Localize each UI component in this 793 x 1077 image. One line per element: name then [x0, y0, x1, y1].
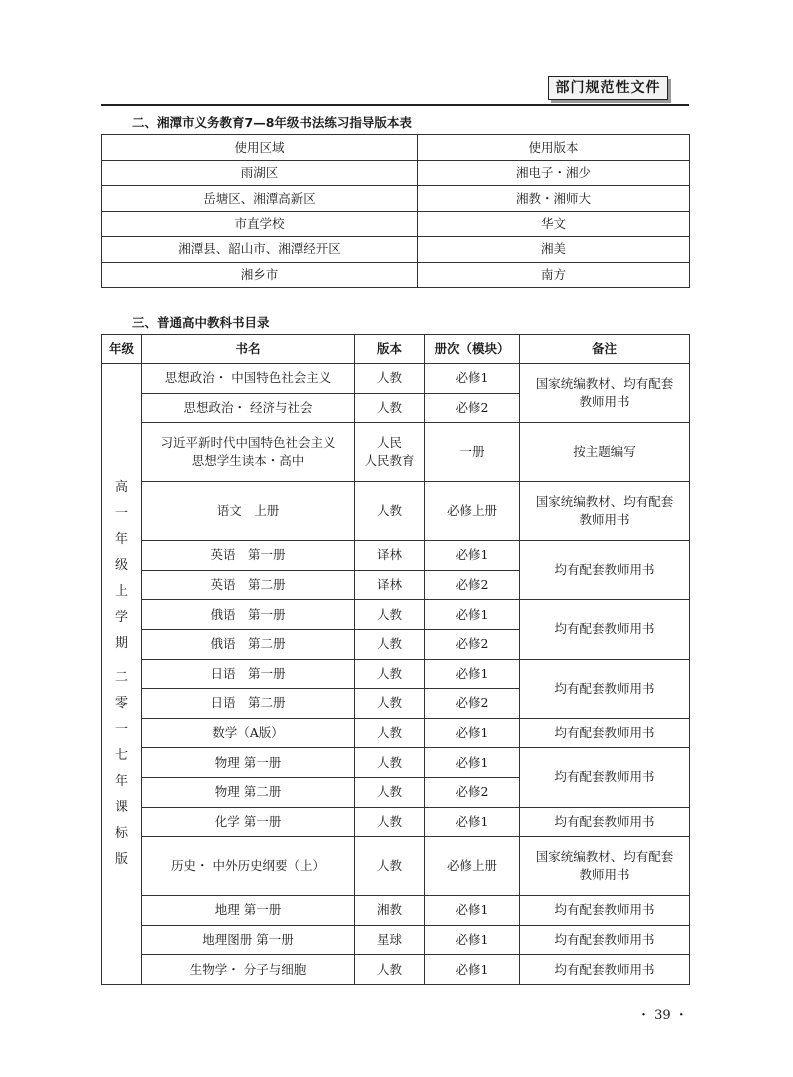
table-row	[102, 896, 690, 926]
table-row	[102, 482, 690, 541]
note-cell: 均有配套教师用书	[520, 659, 690, 718]
book-cell: 日语 第二册	[142, 689, 355, 719]
column-header-edition: 版本	[355, 335, 425, 364]
edition-cell: 人教	[355, 807, 425, 837]
grade-char: 上	[114, 583, 128, 599]
book-cell: 思想政治・ 经济与社会	[142, 393, 355, 423]
table-row	[102, 748, 690, 778]
edition-cell: 湘电子・湘少	[418, 161, 690, 186]
book-cell	[142, 423, 355, 482]
edition-cell: 人教	[355, 364, 425, 394]
note-line: 国家统编教材、均有配套	[535, 376, 674, 392]
table-row	[102, 161, 690, 186]
edition-cell	[355, 423, 425, 482]
book-cell: 化学 第一册	[142, 807, 355, 837]
grade-char: 级	[114, 557, 128, 573]
table-header-row	[102, 135, 690, 161]
grade-char: 年	[114, 773, 128, 789]
book-cell: 英语 第二册	[142, 570, 355, 600]
grade-char: 期	[114, 635, 128, 651]
note-cell	[520, 837, 690, 896]
volume-cell: 必修1	[425, 807, 520, 837]
edition-cell: 译林	[355, 570, 425, 600]
column-header-grade: 年级	[102, 335, 142, 364]
table-row	[102, 211, 690, 236]
column-header-volume: 册次（模块）	[425, 335, 520, 364]
note-cell: 均有配套教师用书	[520, 541, 690, 600]
column-header-edition: 使用版本	[418, 135, 690, 161]
column-header-note: 备注	[520, 335, 690, 364]
note-cell: 均有配套教师用书	[520, 600, 690, 659]
note-line: 国家统编教材、均有配套	[535, 494, 674, 510]
volume-cell: 必修上册	[425, 482, 520, 541]
note-cell	[520, 364, 690, 423]
page-number: ・ 39 ・	[637, 1008, 688, 1023]
book-cell: 俄语 第一册	[142, 600, 355, 630]
book-cell: 俄语 第二册	[142, 629, 355, 659]
note-cell	[520, 482, 690, 541]
section2-title: 二、湘潭市义务教育7—8年级书法练习指导版本表	[132, 115, 412, 130]
region-cell: 湘潭县、韶山市、湘潭经开区	[102, 237, 418, 262]
volume-cell: 必修1	[425, 955, 520, 985]
volume-cell: 一册	[425, 423, 520, 482]
note-cell: 均有配套教师用书	[520, 896, 690, 926]
book-cell: 物理 第二册	[142, 777, 355, 807]
grade-char: 一	[114, 505, 128, 521]
note-cell: 均有配套教师用书	[520, 748, 690, 807]
note-cell: 按主题编写	[520, 423, 690, 482]
note-cell: 均有配套教师用书	[520, 955, 690, 985]
book-cell: 语文 上册	[142, 482, 355, 541]
book-cell: 日语 第一册	[142, 659, 355, 689]
grade-char: 七	[114, 747, 128, 763]
edition-cell: 人教	[355, 689, 425, 719]
table-row	[102, 364, 690, 394]
edition-cell: 人教	[355, 600, 425, 630]
grade-cell	[102, 364, 142, 985]
volume-cell: 必修1	[425, 600, 520, 630]
grade-char: 标	[114, 825, 128, 841]
edition-line: 人民教育	[364, 453, 415, 469]
book-line: 思想学生读本・高中	[191, 453, 305, 469]
edition-cell: 人教	[355, 837, 425, 896]
edition-cell: 华文	[418, 211, 690, 236]
book-line: 习近平新时代中国特色社会主义	[160, 435, 336, 451]
edition-cell: 译林	[355, 541, 425, 571]
grade-char: 高	[114, 479, 128, 495]
edition-cell: 湘教	[355, 896, 425, 926]
high-school-textbook-table	[101, 334, 690, 985]
volume-cell: 必修2	[425, 393, 520, 423]
grade-spacer	[102, 657, 141, 665]
edition-cell: 人教	[355, 393, 425, 423]
note-line: 国家统编教材、均有配套	[535, 849, 674, 865]
volume-cell: 必修1	[425, 659, 520, 689]
table-row	[102, 718, 690, 748]
region-cell: 岳塘区、湘潭高新区	[102, 186, 418, 211]
volume-cell: 必修上册	[425, 837, 520, 896]
table-row	[102, 541, 690, 571]
edition-cell: 湘教・湘师大	[418, 186, 690, 211]
book-cell: 思想政治・ 中国特色社会主义	[142, 364, 355, 394]
table-row	[102, 925, 690, 955]
volume-cell: 必修1	[425, 925, 520, 955]
note-cell: 均有配套教师用书	[520, 718, 690, 748]
book-cell: 地理图册 第一册	[142, 925, 355, 955]
volume-cell: 必修1	[425, 541, 520, 571]
note-cell: 均有配套教师用书	[520, 925, 690, 955]
book-cell: 物理 第一册	[142, 748, 355, 778]
edition-cell: 人教	[355, 629, 425, 659]
region-cell: 雨湖区	[102, 161, 418, 186]
volume-cell: 必修1	[425, 748, 520, 778]
edition-line: 人民	[376, 435, 402, 451]
book-cell: 地理 第一册	[142, 896, 355, 926]
edition-cell: 人教	[355, 955, 425, 985]
volume-cell: 必修1	[425, 364, 520, 394]
document-category-label: 部门规范性文件	[555, 80, 661, 96]
column-header-region: 使用区域	[102, 135, 418, 161]
book-cell: 数学（A版）	[142, 718, 355, 748]
grade-char: 二	[114, 669, 128, 685]
table-row	[102, 186, 690, 211]
table-row	[102, 955, 690, 985]
grade-char: 年	[114, 531, 128, 547]
table-row	[102, 237, 690, 262]
book-cell: 英语 第一册	[142, 541, 355, 571]
volume-cell: 必修2	[425, 570, 520, 600]
grade-char: 课	[114, 799, 128, 815]
edition-cell: 人教	[355, 718, 425, 748]
grade-char: 学	[114, 609, 128, 625]
table-row	[102, 837, 690, 896]
table-header-row	[102, 335, 690, 364]
edition-cell: 人教	[355, 777, 425, 807]
note-line: 教师用书	[579, 867, 630, 883]
edition-cell: 人教	[355, 748, 425, 778]
note-cell: 均有配套教师用书	[520, 807, 690, 837]
table-row	[102, 659, 690, 689]
edition-cell: 人教	[355, 482, 425, 541]
note-line: 教师用书	[579, 512, 630, 528]
grade-char: 版	[114, 851, 128, 867]
calligraphy-edition-table	[101, 134, 690, 288]
book-cell: 历史・ 中外历史纲要（上）	[142, 837, 355, 896]
edition-cell: 南方	[418, 262, 690, 287]
column-header-book: 书名	[142, 335, 355, 364]
volume-cell: 必修2	[425, 689, 520, 719]
volume-cell: 必修1	[425, 896, 520, 926]
volume-cell: 必修2	[425, 777, 520, 807]
table-row	[102, 807, 690, 837]
edition-cell: 星球	[355, 925, 425, 955]
grade-char: 一	[114, 721, 128, 737]
document-category-tag	[548, 76, 668, 100]
table-row	[102, 600, 690, 630]
note-line: 教师用书	[579, 394, 630, 410]
section3-title: 三、普通高中教科书目录	[132, 315, 270, 330]
book-cell: 生物学・ 分子与细胞	[142, 955, 355, 985]
table-row	[102, 262, 690, 287]
volume-cell: 必修1	[425, 718, 520, 748]
edition-cell: 湘美	[418, 237, 690, 262]
edition-cell: 人教	[355, 659, 425, 689]
header-rule	[101, 104, 689, 106]
volume-cell: 必修2	[425, 629, 520, 659]
grade-char: 零	[114, 695, 128, 711]
table-row	[102, 423, 690, 482]
region-cell: 湘乡市	[102, 262, 418, 287]
region-cell: 市直学校	[102, 211, 418, 236]
